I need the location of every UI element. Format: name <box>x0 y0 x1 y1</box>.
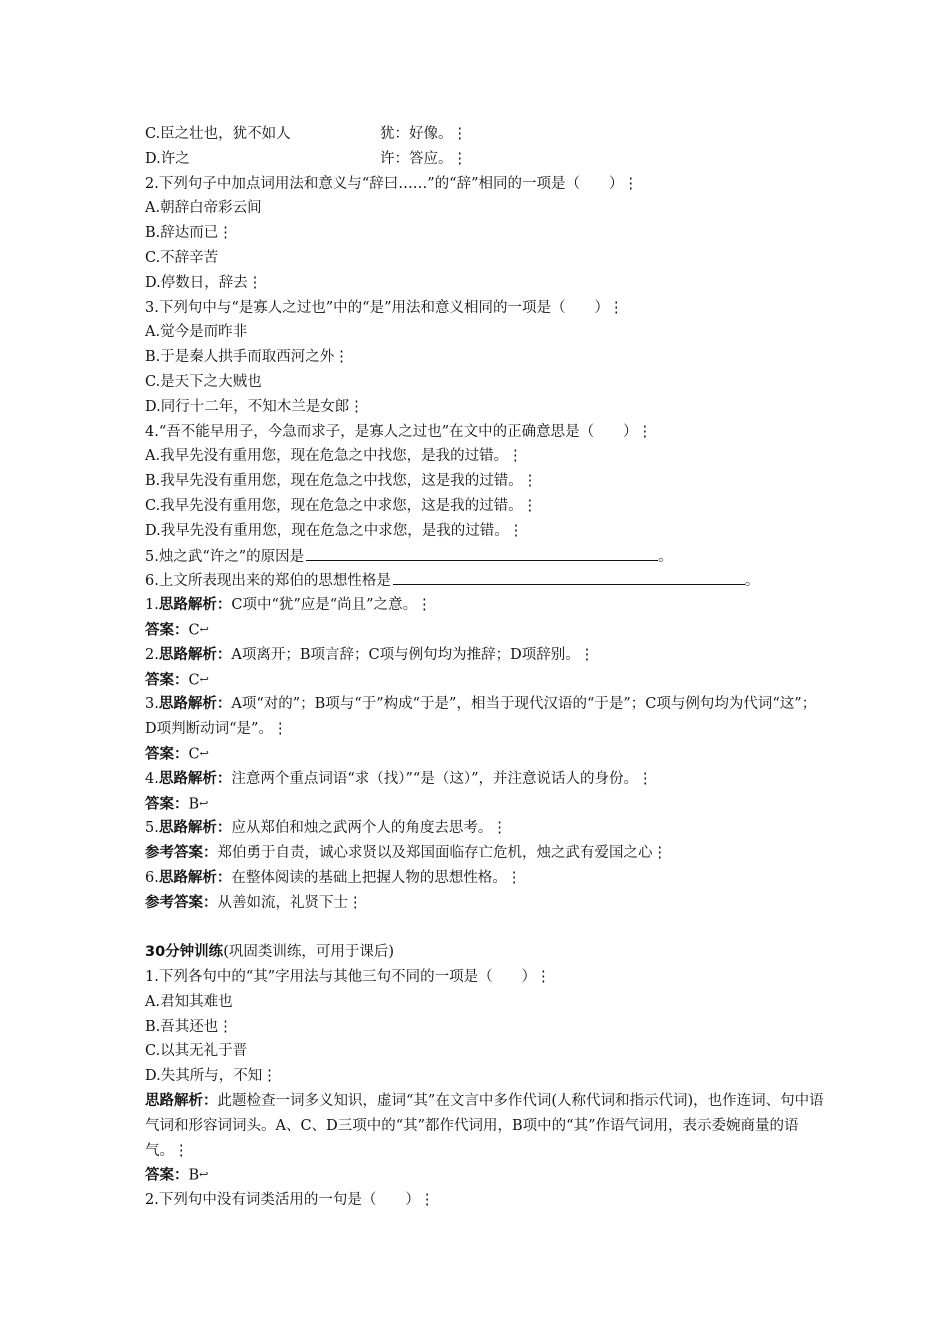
training-question-1-option-a: A.君知其难也 <box>145 993 233 1010</box>
training-analysis-1 <box>145 1089 825 1163</box>
return-mark-icon: ↩ <box>199 672 209 686</box>
question-5 <box>145 544 825 569</box>
analysis-text: 应从郑伯和烛之武两个人的角度去思考。⋮ <box>231 820 507 837</box>
question-3-option-c: C.是天下之大贼也 <box>145 373 262 390</box>
option-text: C.臣之壮也，犹不如人 <box>145 126 291 142</box>
item-number: 6. <box>145 869 159 886</box>
training-question-2: 2.下列句中没有词类活用的一句是（ ）⋮ <box>145 1192 435 1209</box>
question-text: 5.烛之武“许之”的原因是 <box>145 548 305 565</box>
question-4-option-d: D.我早先没有重用您，现在危急之中求您，是我的过错。⋮ <box>145 522 524 539</box>
question-2-option-a: A.朝辞白帝彩云间 <box>145 200 262 217</box>
answer-label: 答案： <box>145 622 189 639</box>
training-question-1-option-d: D.失其所与，不知⋮ <box>145 1068 277 1085</box>
answer-4 <box>145 792 825 817</box>
question-2-option-b: B.辞达而已⋮ <box>145 225 233 242</box>
question-text: 6.上文所表现出来的郑伯的思想性格是 <box>145 573 391 590</box>
analysis-label: 思路解析： <box>158 820 232 837</box>
spacer <box>145 916 825 941</box>
return-mark-icon: ↩ <box>199 746 209 760</box>
question-2: 2.下列句子中加点词用法和意义与“辞曰……”的“辞”相同的一项是（ ）⋮ <box>145 175 638 192</box>
question-3: 3.下列句中与“是寡人之过也”中的“是”用法和意义相同的一项是（ ）⋮ <box>145 299 624 316</box>
answer-1 <box>145 618 825 643</box>
question-3-option-d: D.同行十二年，不知木兰是女郎⋮ <box>145 398 364 415</box>
question-2-option-d: D.停数日，辞去⋮ <box>145 274 263 291</box>
analysis-label: 思路解析： <box>158 770 232 787</box>
training-question-1: 1.下列各句中的“其”字用法与其他三句不同的一项是（ ）⋮ <box>145 969 551 986</box>
training-answer-1 <box>145 1163 825 1188</box>
question-3-option-a: A.觉今是而昨非 <box>145 324 248 341</box>
reference-answer-label: 参考答案： <box>145 845 218 862</box>
section-title: 30分钟训练 <box>145 944 224 961</box>
analysis-1 <box>145 593 825 618</box>
return-mark-icon: ↩ <box>199 796 209 810</box>
answer-value: C <box>188 622 200 639</box>
item-number: 5. <box>145 820 159 837</box>
reference-answer-6 <box>145 891 825 916</box>
question-2-option-c: C.不辞辛苦 <box>145 249 219 266</box>
answer-value: C <box>188 746 200 763</box>
analysis-text: A项“对的”；B项与“于”构成“于是”，相当于现代汉语的“于是”；C项与例句均为代词“这”；D项判断动词“是”。⋮ <box>145 696 817 738</box>
gloss-text: 许：答应。⋮ <box>380 150 467 167</box>
period: 。 <box>658 548 673 565</box>
answer-blank <box>306 544 658 561</box>
answer-label: 答案： <box>145 1167 189 1184</box>
answer-label: 答案： <box>145 746 189 763</box>
answer-3 <box>145 742 825 767</box>
reference-answer-text: 郑伯勇于自责，诚心求贤以及郑国面临存亡危机，烛之武有爱国之心⋮ <box>217 845 667 862</box>
analysis-label: 思路解析： <box>158 646 232 663</box>
item-number: 4. <box>145 770 159 787</box>
period: 。 <box>744 573 760 590</box>
question-4-option-c: C.我早先没有重用您，现在危急之中求您，这是我的过错。⋮ <box>145 497 538 514</box>
analysis-label: 思路解析： <box>145 1093 218 1110</box>
question-6 <box>145 568 825 593</box>
reference-answer-5 <box>145 841 825 866</box>
item-number: 3. <box>145 696 159 713</box>
answer-2 <box>145 668 825 693</box>
analysis-6 <box>145 866 825 891</box>
document-page <box>145 122 825 1213</box>
analysis-label: 思路解析： <box>158 696 232 713</box>
question-3-option-b: B.于是秦人拱手而取西河之外⋮ <box>145 349 349 366</box>
section-heading <box>145 940 825 965</box>
item-number: 1. <box>145 597 159 614</box>
training-question-1-option-c: C.以其无礼于晋 <box>145 1043 248 1060</box>
analysis-3 <box>145 692 825 742</box>
reference-answer-text: 从善如流，礼贤下士⋮ <box>217 894 363 911</box>
question-4-option-b: B.我早先没有重用您，现在危急之中找您，这是我的过错。⋮ <box>145 473 538 490</box>
reference-answer-label: 参考答案： <box>145 894 218 911</box>
training-question-1-option-b: B.吾其还也⋮ <box>145 1018 233 1035</box>
answer-value: B <box>188 1167 200 1184</box>
analysis-label: 思路解析： <box>158 869 232 886</box>
question-4: 4.“吾不能早用子，今急而求子，是寡人之过也”在文中的正确意思是（ ）⋮ <box>145 423 653 440</box>
option-text: D.许之 <box>145 150 190 167</box>
gloss-text: 犹：好像。⋮ <box>380 126 467 142</box>
analysis-text: A项离开；B项言辞；C项与例句均为推辞；D项辞别。⋮ <box>231 646 595 663</box>
item-number: 2. <box>145 646 159 663</box>
answer-value: B <box>188 795 200 812</box>
option-d-line <box>145 147 825 172</box>
analysis-text: 注意两个重点词语“求（找）”“是（这）”，并注意说话人的身份。⋮ <box>231 770 653 787</box>
analysis-label: 思路解析： <box>158 597 232 614</box>
question-4-option-a: A.我早先没有重用您，现在危急之中找您，是我的过错。⋮ <box>145 448 523 465</box>
analysis-4 <box>145 767 825 792</box>
answer-label: 答案： <box>145 671 189 688</box>
analysis-text: 此题检查一词多义知识，虚词“其”在文言中多作代词(人称代词和指示代词)，也作连词、句中语气词和形容词词头。A、C、D三项中的“其”都作代词用，B项中的“其”作语气词用，表示委婉商量的语气。⋮ <box>145 1093 824 1159</box>
return-mark-icon: ↩ <box>199 1168 209 1182</box>
return-mark-icon: ↩ <box>199 622 209 636</box>
analysis-text: C项中“犹”应是“尚且”之意。⋮ <box>231 597 432 614</box>
analysis-2 <box>145 643 825 668</box>
answer-label: 答案： <box>145 795 189 812</box>
analysis-5 <box>145 816 825 841</box>
analysis-text: 在整体阅读的基础上把握人物的思想性格。⋮ <box>231 869 522 886</box>
section-subtitle: (巩固类训练，可用于课后) <box>223 944 395 961</box>
answer-blank <box>393 568 745 585</box>
option-c-line <box>145 122 825 147</box>
answer-value: C <box>188 671 200 688</box>
